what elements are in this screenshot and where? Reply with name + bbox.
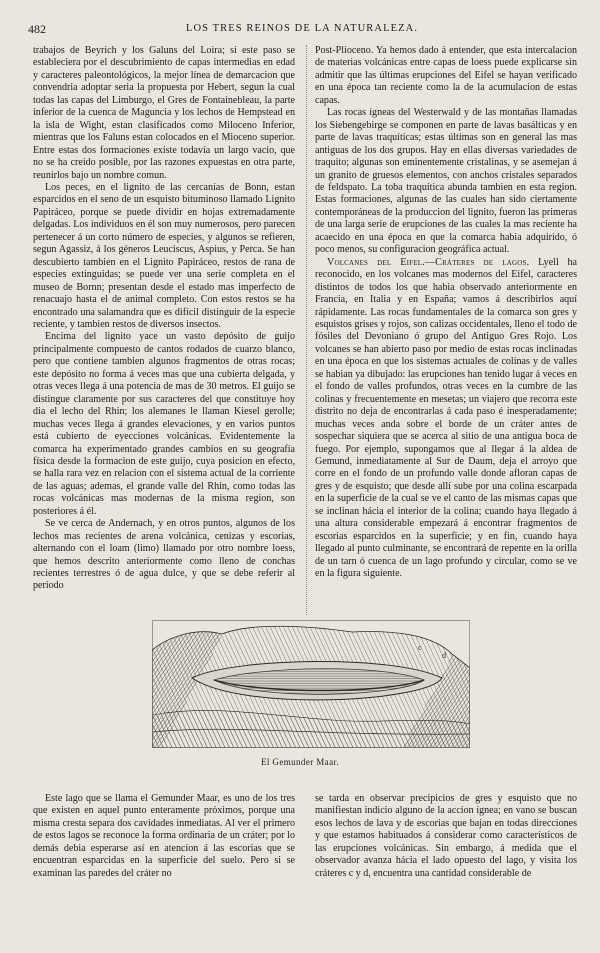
svg-text:c: c — [418, 643, 422, 652]
paragraph: trabajos de Beyrich y los Galuns del Loira; si este paso se estableciera por el descubrimiento de capas intermedias en edad y caracteres paleontológicos, la mejor línea de demarcacion que convendria adoptar seria la propuesta por Hebert, segun la cual todas las capas del Limburgo, el Gres de Fontainebleau, la parte inferior de la cuenca de Maguncia y los lechos de Hempstead en la isla de Wight, estan clasificados como Miloceno Inferior, mientras que los Faluns estan colocados en el Mioceno superior. Entre estas dos formaciones existe todavía un largo vacio, que no se ha creido posible, por las razones expuestas en otra parte, reunirlos bajo un nombre comun. — [33, 45, 295, 181]
paragraph: Post-Plioceno. Ya hemos dado á entender, que esta intercalacion de materias volcánicas entre capas de loess puede explicarse sin admitir que las últimas erupciones del Eifel se hayan verificado en una época tan reciente como la de la acumulacion de estas capas. — [315, 45, 577, 106]
crater-lake-engraving — [152, 620, 470, 748]
right-column-top — [315, 45, 577, 580]
right-column-bottom — [315, 793, 577, 880]
paragraph: Los peces, en el lignito de las cercanías de Bonn, estan esparcidos en el seno de un esquisto bituminoso llamado Lignito Papiráceo, porque se puede dividir en hojas extremadamente delgadas. Los individuos en él son muy numerosos, pero parecen pertenecer á un corto número de especies, y algunos se refieren, segun Agassiz, á los géneros Leuciscus, Aspius, y Perca. Se han descubierto tambien en el Lignito Papiráceo, restos de rana de especies extinguidas; se puede ver una serie completa en el museo de Bornn; presentan desde el estado mas imperfecto de renacuajo hasta el de animal completo. Con estos restos se ha encontrado una salamandra que es difícil distinguir de la especie reciente, y tambien restos de diversos insectos. — [33, 181, 295, 330]
running-title: LOS TRES REINOS DE LA NATURALEZA. — [185, 23, 419, 34]
paragraph: Este lago que se llama el Gemunder Maar, es uno de los tres que existen en aquel punto enteramente próximos, porque una misma cresta separa dos cavidades inmediatas. Al ver el primero de estos lagos se reconoce la forma ordinaria de un cráter; por lo demás debia esperarse así en atencion á las escorias que se encuentran esparcidas en la superficie del suelo. Pero si se examinan las paredes del cráter no — [33, 793, 295, 879]
section-text: Lyell ha reconocido, en los volcanes mas modernos del Eifel, caracteres distintos de todos los que habia observado anteriormente en Francia, en Italia y en España; vamos á describirlos aquí rápidamente. Las rocas fundamentales de la comarca son gres y esquistos grises y rojos, son calizas occidentales, lleno el todo de fósiles del Devoniano ó grupo del Antiguo Gres Rojo. Los volcanes se han abierto paso por medio de estas rocas inclinadas en una época en que los sistemas actuales de colinas y de valles se habian ya dibujado: las erupciones han tenido lugar á veces en el fondo de valles profundos, otras veces en la cumbre de las colinas y frecuentemente en mesetas; un viajero que recorra este distrito no deja de encontrarlas á cada paso é inesperadamente; muchas veces anda sobre el borde de un cráter antes de sospechar siquiera que se acerca al sitio de una antigua boca de fuego. Por ejemplo, supongamos que al llegar á la aldea de Gemund, inmediatamente al Sur de Daum, deja el arroyo que corre en el fondo de un profundo valle donde afloran capas de gres y de esquisto; que desde allí sube por una colina escarpada en la superficie de la cual se ve el canto de las mismas capas que se inclinan hácia el interior de la colina; cuando haya llegado á una altura considerable empezará á encontrar fragmentos de escorias esparcidos en la superficie; y en fin, cuando haya llegado al punto culminante, se encontrará de repente en la orilla de un tarn ó cuenca de un lago profundo y circular, como se ve en la figura siguiente. — [315, 256, 577, 580]
paragraph: Las rocas ígneas del Westerwald y de las montañas llamadas los Siebengebirge se componen en parte de lavas basálticas y en parte de lavas traquíticas; estas últimas son en general las mas antiguas de los dos grupos. Hay en ellas diversas variedades de traquito; algunas son eminentemente cristalinas, y se asemejan á un granito de gruesos elementos, con anchos cristales separados de feldspato. La toba traquítica abunda tambien en esta region. Estas formaciones, algunas de las cuales han sido ciertamente contemporáneas de la produccion del lignito, fueron las primeras de una larga serie de erupciones de las cuales la mas reciente ha acaecido en una época en que la comarca habia adquirido, ó poco menos, su configuracion geográfica actual. — [315, 107, 577, 256]
paragraph: Se ve cerca de Andernach, y en otros puntos, algunos de los lechos mas recientes de arena volcánica, cenizas y escorias, alternando con el loam (limo) llamado por otro nombre loess, que hemos descrito anteriormente como lleno de conchas recientes terrestres ó de agua dulce, y que se debe referir al periodo — [33, 518, 295, 592]
paragraph: Encima del lignito yace un vasto depósito de guijo principalmente compuesto de cantos rodados de cuarzo blanco, pero que contiene tambien algunos fragmentos de otras rocas; este depósito no forma á veces mas que una cubierta delgada, y otras veces llega á una potencia de mas de 30 metros. El guijo se distingue claramente por sus caracteres del que constituye hoy dia el lecho del Rhin; los alemanes le llaman Kiesel gerolle; muchas veces llega á grandes elevaciones, y en varios puntos está cubierto de eyecciones volcánicas. Evidentemente la comarca ha experimentado grandes cambios en su geografía física desde la formacion de este guijo, cuya posicion en efecto, se halla rara vez en relacion con el sistema actual de la corriente de las aguas; ademas, el grande valle del Rhin, como todas las rocas volcánicas mas modernas de la misma region, son posteriores á él. — [33, 331, 295, 517]
svg-text:d: d — [442, 651, 446, 660]
crater-lettering — [152, 620, 470, 748]
section-heading: Volcanes del Eifel.—Cráteres de lagos. — [327, 256, 530, 268]
left-column-top — [33, 45, 295, 593]
figure-caption: El Gemunder Maar. — [260, 757, 340, 767]
column-divider — [306, 45, 308, 615]
section-paragraph — [315, 257, 577, 581]
page-number: 482 — [28, 22, 46, 36]
paragraph: se tarda en observar precipicios de gres y esquisto que no manifiestan indicio alguno de la accion ígnea; en vano se buscan esos lechos de lava y de escorias que bajan en todas direcciones y que estamos habituados á considerar como característicos de las erupciones volcánicas. Sin embargo, á medida que el observador avanza hácia el lado opuesto del lago, y visita los cráteres c y d, encuentra una cantidad considerable de — [315, 793, 577, 879]
page-header — [28, 22, 576, 38]
left-column-bottom — [33, 793, 295, 880]
